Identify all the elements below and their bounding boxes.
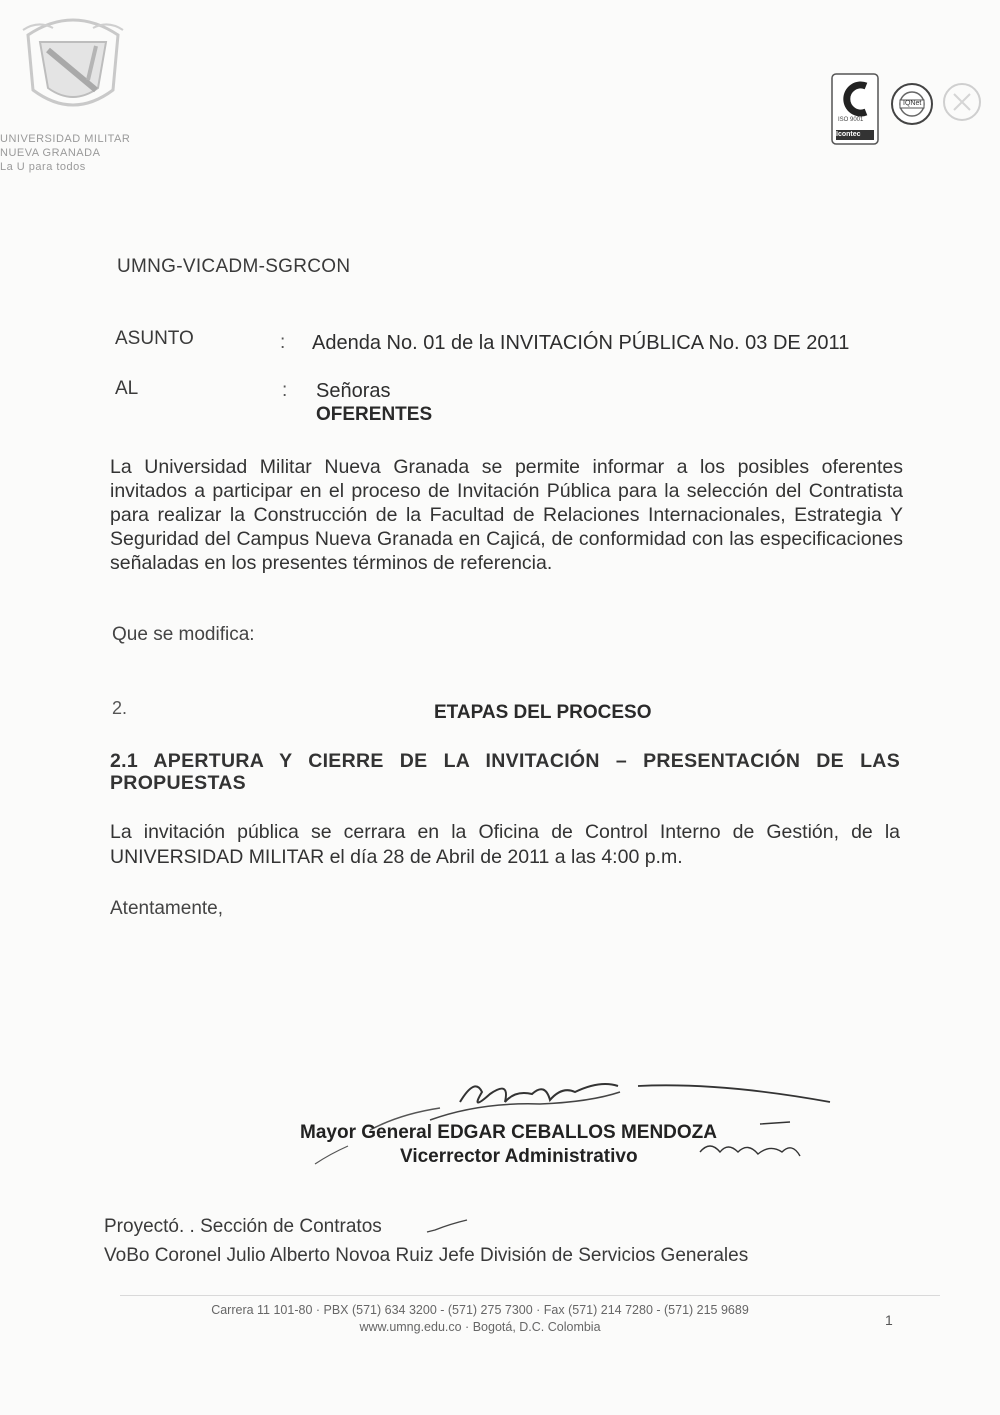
footer-website: www.umng.edu.co · Bogotá, D.C. Colombia: [359, 1320, 601, 1334]
cert-label: IQNet: [903, 100, 922, 107]
crest-line: NUEVA GRANADA: [0, 147, 101, 159]
asunto-colon: :: [280, 332, 286, 353]
page-number: 1: [885, 1312, 893, 1328]
section-number: 2.: [112, 698, 128, 718]
university-crest-logo: [18, 10, 128, 120]
footer-address: Carrera 11 101-80 · PBX (571) 634 3200 - (571) 275 7300 · Fax (571) 214 7280 - (571) 215 9689: [211, 1303, 749, 1317]
signer-name: Mayor General EDGAR CEBALLOS MENDOZA: [300, 1122, 717, 1143]
closing-text: Atentamente,: [110, 898, 224, 919]
body-paragraph: La Universidad Militar Nueva Granada se permite informar a los posibles oferentes invitados a participar en el proceso de Invitación Pública para la selección del Contratista para realizar la Construcción de la Facultad de Relaciones Internacionales, Estrategia Y Seguridad del Campus Nueva Granada en Cajicá, de conformidad con las especificaciones señaladas en los presentes términos de referencia.: [110, 456, 903, 574]
crest-line: UNIVERSIDAD MILITAR: [0, 133, 131, 145]
al-label: AL: [115, 378, 139, 399]
modifica-text: Que se modifica:: [112, 624, 255, 645]
al-recipient-line2: OFERENTES: [316, 404, 433, 425]
crest-caption: [0, 132, 140, 174]
proyecto-note: Proyectó. . Sección de Contratos: [104, 1216, 382, 1237]
footer-divider: [120, 1295, 940, 1296]
asunto-label: ASUNTO: [115, 328, 194, 349]
certification-logos: [830, 72, 990, 152]
section-title: ETAPAS DEL PROCESO: [434, 702, 652, 723]
cert-label: Icontec: [836, 131, 861, 138]
subsection-title: 2.1 APERTURA Y CIERRE DE LA INVITACIÓN – PRESENTACIÓN DE LAS PROPUESTAS: [110, 750, 900, 794]
vobo-note: VoBo Coronel Julio Alberto Novoa Ruiz Jefe División de Servicios Generales: [104, 1245, 749, 1266]
document-reference: UMNG-VICADM-SGRCON: [117, 256, 351, 277]
cert-label: ISO 9001: [838, 117, 864, 123]
signer-role: Vicerrector Administrativo: [400, 1146, 638, 1167]
al-colon: :: [282, 380, 288, 401]
al-recipient-line1: Señoras: [316, 380, 391, 402]
crest-line: La U para todos: [0, 161, 86, 173]
checkmark-icon: [425, 1218, 470, 1238]
subsection-paragraph: La invitación pública se cerrara en la Oficina de Control Interno de Gestión, de la UNIVERSIDAD MILITAR el día 28 de Abril de 2011 a las 4:00 p.m.: [110, 821, 900, 868]
asunto-value: Adenda No. 01 de la INVITACIÓN PÚBLICA No. 03 DE 2011: [312, 332, 850, 354]
